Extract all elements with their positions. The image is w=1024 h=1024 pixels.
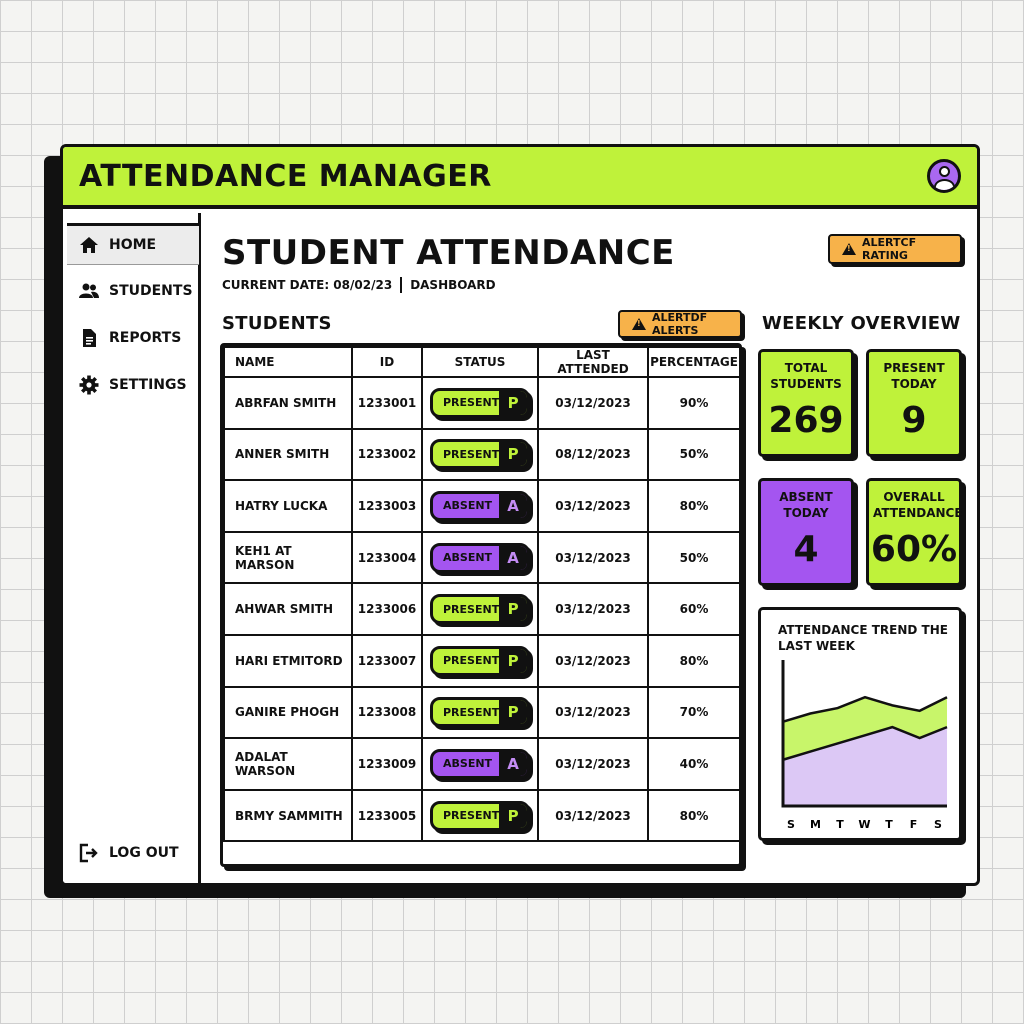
student-id: 1233003	[352, 480, 422, 532]
student-name: GANIRE PHOGH	[224, 687, 352, 739]
sidebar-item-label: HOME	[109, 237, 157, 253]
column-header-id[interactable]: ID	[352, 347, 422, 377]
stat-card-present-today	[866, 349, 962, 457]
stat-card-total-students	[758, 349, 854, 457]
status-cell	[422, 429, 538, 481]
status-label: ABSENT	[443, 499, 493, 513]
attendance-percentage: 80%	[648, 790, 740, 842]
x-tick-label: S	[787, 818, 795, 831]
sidebar	[63, 213, 201, 883]
column-header-name[interactable]: NAME	[224, 347, 352, 377]
status-cell	[422, 377, 538, 429]
sidebar-item-home[interactable]	[67, 223, 199, 265]
table-row[interactable]	[224, 738, 740, 790]
status-badge[interactable]	[430, 749, 530, 779]
status-cell	[422, 790, 538, 842]
status-letter: P	[499, 597, 527, 621]
x-tick-label: T	[836, 818, 844, 831]
sidebar-item-reports[interactable]	[67, 317, 199, 359]
status-badge[interactable]	[430, 646, 530, 676]
rating-badge-label: ALERTCF RATING	[862, 236, 917, 262]
student-name: ADALAT WARSON	[224, 738, 352, 790]
chart-title: ATTENDANCE TREND THE LAST WEEK	[778, 623, 948, 653]
status-label: ABSENT	[443, 757, 493, 771]
student-id: 1233001	[352, 377, 422, 429]
last-attended: 03/12/2023	[538, 532, 648, 584]
trend-chart-svg	[761, 610, 965, 844]
logout-button[interactable]	[67, 833, 199, 873]
x-tick-label: W	[858, 818, 871, 831]
status-badge[interactable]	[430, 594, 530, 624]
status-letter: P	[499, 391, 527, 415]
status-letter: P	[499, 442, 527, 466]
stat-label: PRESENT TODAY	[883, 361, 945, 391]
sidebar-item-label: STUDENTS	[109, 283, 193, 299]
student-name: HARI ETMITORD	[224, 635, 352, 687]
stat-value: 9	[901, 400, 927, 441]
attendance-percentage: 60%	[648, 583, 740, 635]
stat-label: TOTAL STUDENTS	[770, 361, 842, 391]
users-icon	[79, 281, 99, 301]
x-tick-label: S	[934, 818, 942, 831]
attendance-percentage: 70%	[648, 687, 740, 739]
status-badge[interactable]	[430, 543, 530, 573]
student-name: HATRY LUCKA	[224, 480, 352, 532]
last-attended: 03/12/2023	[538, 687, 648, 739]
student-name: KEH1 AT MARSON	[224, 532, 352, 584]
status-letter: A	[499, 752, 527, 776]
warning-icon	[632, 318, 646, 330]
alerts-badge-label: ALERTDF ALERTS	[652, 311, 708, 337]
student-id: 1233002	[352, 429, 422, 481]
table-header-row	[224, 347, 740, 377]
column-header-last-attended[interactable]: LAST ATTENDED	[538, 347, 648, 377]
status-cell	[422, 687, 538, 739]
status-cell	[422, 583, 538, 635]
status-label: PRESENT	[443, 809, 500, 823]
stat-value: 4	[793, 529, 819, 570]
sidebar-item-students[interactable]	[67, 270, 199, 312]
warning-icon	[842, 243, 856, 255]
attendance-percentage: 80%	[648, 635, 740, 687]
logout-icon	[79, 843, 99, 863]
title-bar	[63, 147, 977, 209]
attendance-percentage: 50%	[648, 532, 740, 584]
stat-label: ABSENT TODAY	[779, 490, 833, 520]
app-window	[60, 144, 980, 886]
student-id: 1233008	[352, 687, 422, 739]
last-attended: 03/12/2023	[538, 583, 648, 635]
user-avatar-icon[interactable]	[927, 159, 961, 193]
attendance-percentage: 40%	[648, 738, 740, 790]
alerts-badge[interactable]	[618, 310, 742, 338]
table-row[interactable]	[224, 583, 740, 635]
app-title: ATTENDANCE MANAGER	[79, 159, 492, 194]
attendance-trend-chart	[758, 607, 962, 841]
status-badge[interactable]	[430, 801, 530, 831]
student-name: ABRFAN SMITH	[224, 377, 352, 429]
sidebar-item-label: SETTINGS	[109, 377, 187, 393]
student-id: 1233004	[352, 532, 422, 584]
attendance-percentage: 80%	[648, 480, 740, 532]
attendance-percentage: 90%	[648, 377, 740, 429]
status-label: ABSENT	[443, 551, 493, 565]
last-attended: 08/12/2023	[538, 429, 648, 481]
student-name: ANNER SMITH	[224, 429, 352, 481]
sidebar-item-label: REPORTS	[109, 330, 182, 346]
main-content	[204, 213, 977, 883]
table-row[interactable]	[224, 635, 740, 687]
last-attended: 03/12/2023	[538, 790, 648, 842]
status-label: PRESENT	[443, 447, 500, 461]
status-letter: A	[499, 546, 527, 570]
last-attended: 03/12/2023	[538, 377, 648, 429]
status-cell	[422, 480, 538, 532]
table-row[interactable]	[224, 687, 740, 739]
weekly-overview-title: WEEKLY OVERVIEW	[762, 313, 961, 334]
status-badge[interactable]	[430, 697, 530, 727]
table-row[interactable]	[224, 429, 740, 481]
status-letter: A	[499, 494, 527, 518]
table-row[interactable]	[224, 480, 740, 532]
table-row[interactable]	[224, 790, 740, 842]
status-label: PRESENT	[443, 396, 500, 410]
logout-label: LOG OUT	[109, 845, 179, 861]
stat-value: 60%	[870, 529, 958, 570]
attendance-percentage: 50%	[648, 429, 740, 481]
column-header-percentage[interactable]: PERCENTAGE	[648, 347, 740, 377]
stat-value: 269	[768, 400, 844, 441]
gear-icon	[79, 375, 99, 395]
column-header-status[interactable]: STATUS	[422, 347, 538, 377]
student-id: 1233009	[352, 738, 422, 790]
student-name: BRMY SAMMITH	[224, 790, 352, 842]
document-icon	[79, 328, 99, 348]
page-title: STUDENT ATTENDANCE	[222, 233, 675, 273]
student-id: 1233005	[352, 790, 422, 842]
table-row[interactable]	[224, 532, 740, 584]
last-attended: 03/12/2023	[538, 738, 648, 790]
sidebar-item-settings[interactable]	[67, 364, 199, 406]
students-table	[220, 343, 742, 867]
breadcrumb	[222, 277, 496, 293]
stat-card-overall-attendance	[866, 478, 962, 586]
student-name: AHWAR SMITH	[224, 583, 352, 635]
status-letter: P	[499, 700, 527, 724]
students-section-title: STUDENTS	[222, 313, 332, 334]
status-cell	[422, 738, 538, 790]
status-cell	[422, 532, 538, 584]
x-tick-label: M	[810, 818, 821, 831]
current-date: CURRENT DATE: 08/02/23	[222, 278, 393, 292]
divider	[400, 277, 402, 293]
status-label: PRESENT	[443, 602, 500, 616]
status-label: PRESENT	[443, 705, 500, 719]
breadcrumb-dashboard[interactable]: DASHBOARD	[410, 278, 496, 292]
status-letter: P	[499, 649, 527, 673]
status-cell	[422, 635, 538, 687]
status-badge[interactable]	[430, 439, 530, 469]
rating-badge[interactable]	[828, 234, 962, 264]
status-letter: P	[499, 804, 527, 828]
status-badge[interactable]	[430, 388, 530, 418]
stat-label: OVERALL ATTENDANCE	[873, 490, 963, 520]
x-tick-label: F	[909, 818, 918, 831]
status-label: PRESENT	[443, 654, 500, 668]
home-icon	[79, 235, 99, 255]
student-id: 1233006	[352, 583, 422, 635]
table-row[interactable]	[224, 377, 740, 429]
x-tick-label: T	[885, 818, 893, 831]
status-badge[interactable]	[430, 491, 530, 521]
last-attended: 03/12/2023	[538, 480, 648, 532]
stat-card-absent-today	[758, 478, 854, 586]
student-id: 1233007	[352, 635, 422, 687]
last-attended: 03/12/2023	[538, 635, 648, 687]
